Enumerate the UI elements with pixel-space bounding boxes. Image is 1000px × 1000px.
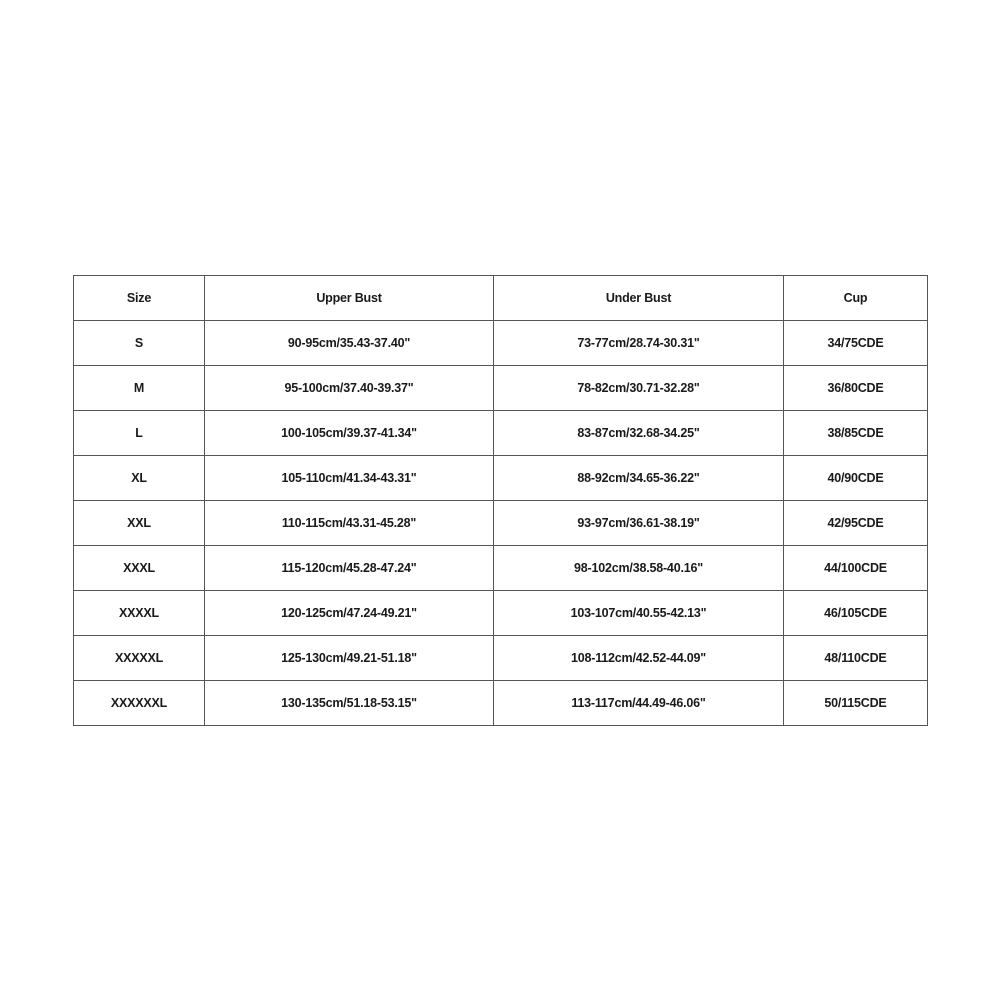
cell-upper-bust: 115-120cm/45.28-47.24" (205, 546, 494, 591)
cell-cup: 34/75CDE (784, 321, 928, 366)
cell-size: S (74, 321, 205, 366)
cell-cup: 48/110CDE (784, 636, 928, 681)
table-body (74, 321, 928, 726)
header-under-bust: Under Bust (494, 276, 784, 321)
cell-cup: 46/105CDE (784, 591, 928, 636)
table-header-row (74, 276, 928, 321)
cell-upper-bust: 130-135cm/51.18-53.15" (205, 681, 494, 726)
cell-under-bust: 78-82cm/30.71-32.28" (494, 366, 784, 411)
cell-size: XXXXL (74, 591, 205, 636)
table-row (74, 681, 928, 726)
table-row (74, 411, 928, 456)
cell-cup: 36/80CDE (784, 366, 928, 411)
cell-under-bust: 108-112cm/42.52-44.09" (494, 636, 784, 681)
cell-size: XXXL (74, 546, 205, 591)
table-row (74, 456, 928, 501)
cell-under-bust: 93-97cm/36.61-38.19" (494, 501, 784, 546)
cell-size: XXXXXXL (74, 681, 205, 726)
table-row (74, 321, 928, 366)
header-upper-bust: Upper Bust (205, 276, 494, 321)
cell-under-bust: 113-117cm/44.49-46.06" (494, 681, 784, 726)
cell-under-bust: 73-77cm/28.74-30.31" (494, 321, 784, 366)
header-size: Size (74, 276, 205, 321)
cell-upper-bust: 95-100cm/37.40-39.37" (205, 366, 494, 411)
cell-upper-bust: 105-110cm/41.34-43.31" (205, 456, 494, 501)
cell-cup: 42/95CDE (784, 501, 928, 546)
cell-upper-bust: 120-125cm/47.24-49.21" (205, 591, 494, 636)
table-row (74, 546, 928, 591)
cell-upper-bust: 110-115cm/43.31-45.28" (205, 501, 494, 546)
table-row (74, 636, 928, 681)
cell-size: L (74, 411, 205, 456)
cell-cup: 38/85CDE (784, 411, 928, 456)
cell-under-bust: 83-87cm/32.68-34.25" (494, 411, 784, 456)
cell-cup: 40/90CDE (784, 456, 928, 501)
cell-upper-bust: 100-105cm/39.37-41.34" (205, 411, 494, 456)
cell-size: XXXXXL (74, 636, 205, 681)
cell-size: XL (74, 456, 205, 501)
header-cup: Cup (784, 276, 928, 321)
cell-upper-bust: 125-130cm/49.21-51.18" (205, 636, 494, 681)
table-row (74, 366, 928, 411)
size-chart-table (73, 275, 928, 726)
cell-under-bust: 88-92cm/34.65-36.22" (494, 456, 784, 501)
cell-cup: 50/115CDE (784, 681, 928, 726)
table-row (74, 591, 928, 636)
cell-upper-bust: 90-95cm/35.43-37.40" (205, 321, 494, 366)
cell-under-bust: 98-102cm/38.58-40.16" (494, 546, 784, 591)
cell-size: M (74, 366, 205, 411)
table-row (74, 501, 928, 546)
cell-under-bust: 103-107cm/40.55-42.13" (494, 591, 784, 636)
cell-cup: 44/100CDE (784, 546, 928, 591)
cell-size: XXL (74, 501, 205, 546)
